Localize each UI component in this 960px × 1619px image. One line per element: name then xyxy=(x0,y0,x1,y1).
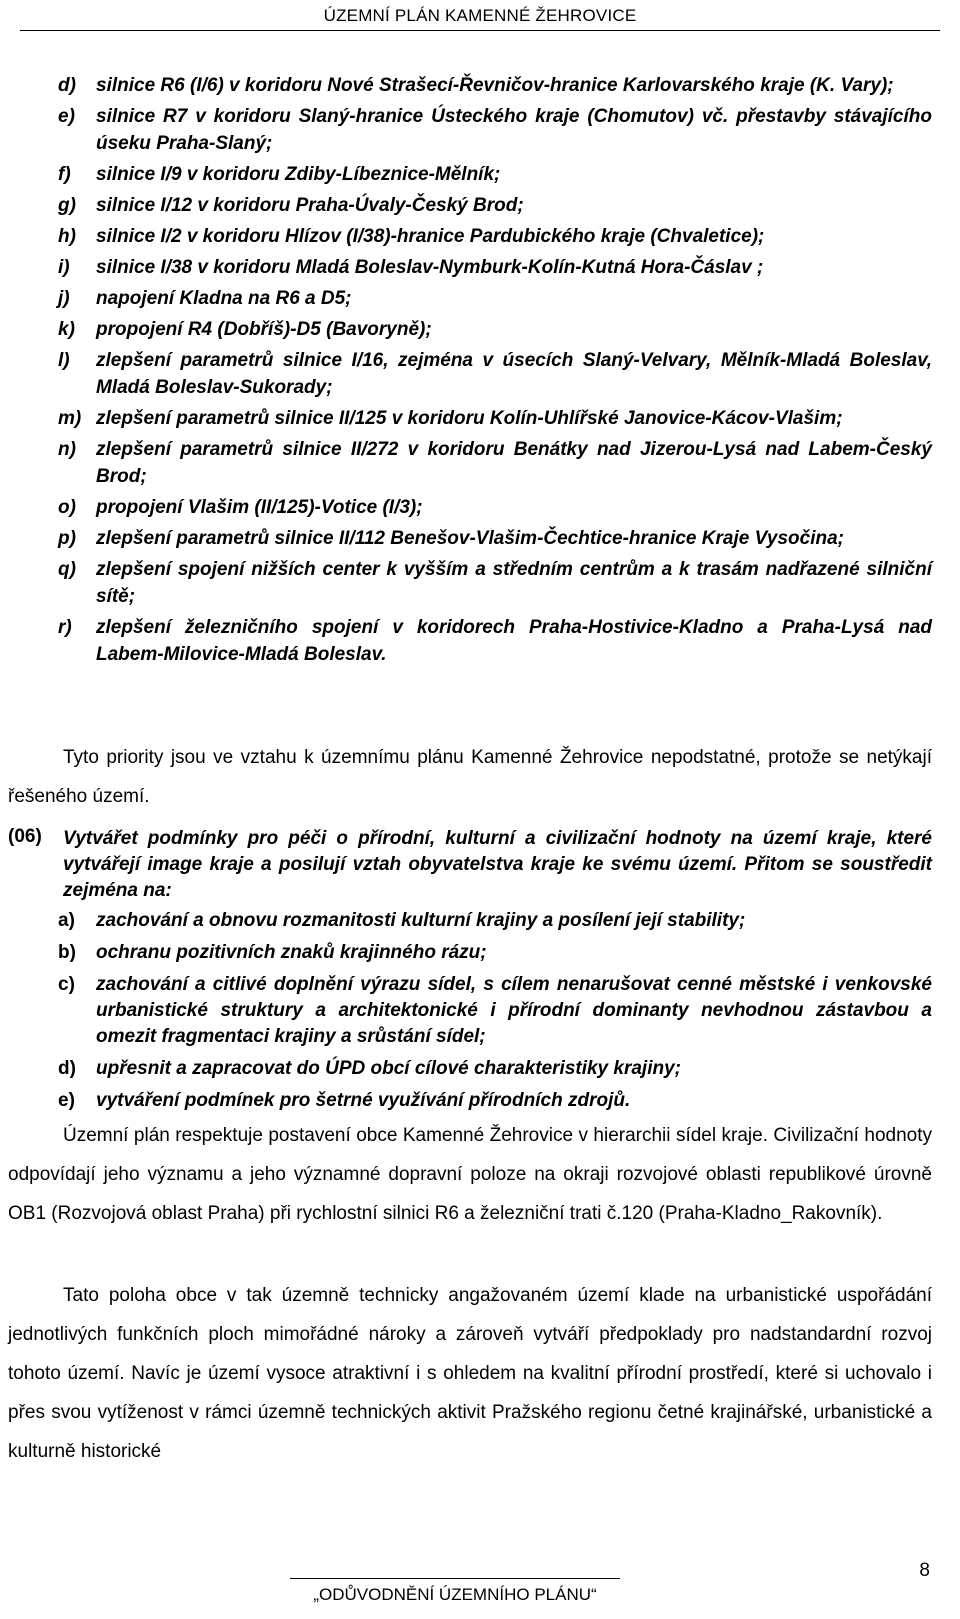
list-item-text: zachování a obnovu rozmanitosti kulturní krajiny a posílení její stability; xyxy=(96,910,746,931)
list-item xyxy=(8,285,932,312)
values-list xyxy=(8,908,932,1120)
page-footer: „ODŮVODNĚNÍ ÚZEMNÍHO PLÁNU“ xyxy=(290,1578,620,1605)
list-item xyxy=(8,614,932,668)
list-item-text: zlepšení parametrů silnice II/112 Benešov-Vlašim-Čechtice-hranice Kraje Vysočina; xyxy=(96,528,845,549)
list-marker: d) xyxy=(58,1058,76,1079)
list-item xyxy=(8,223,932,250)
list-item-text: ochranu pozitivních znaků krajinného rázu; xyxy=(96,942,487,963)
list-item xyxy=(8,436,932,490)
list-item-text: silnice I/9 v koridoru Zdiby-Líbeznice-Mělník; xyxy=(96,164,501,185)
list-item-text: propojení Vlašim (II/125)-Votice (I/3); xyxy=(96,497,423,518)
list-item-text: zlepšení parametrů silnice II/272 v koridoru Benátky nad Jizerou-Lysá nad Labem-Český Brod; xyxy=(96,439,932,487)
list-item-text: zlepšení parametrů silnice I/16, zejména v úsecích Slaný-Velvary, Mělník-Mladá Boleslav, Mladá Boleslav-Sukorady; xyxy=(96,350,932,398)
list-marker: d) xyxy=(58,75,76,96)
list-marker: q) xyxy=(58,559,76,580)
list-item xyxy=(8,908,932,934)
paragraph-text: Tyto priority jsou ve vztahu k územnímu plánu Kamenné Žehrovice nepodstatné, protože se netýkají řešeného území. xyxy=(8,747,932,807)
section-06 xyxy=(8,826,932,904)
list-marker: r) xyxy=(58,617,72,638)
list-marker: m) xyxy=(58,408,82,429)
list-item-text: propojení R4 (Dobříš)-D5 (Bavoryně); xyxy=(96,319,432,340)
list-item-text: zlepšení parametrů silnice II/125 v koridoru Kolín-Uhlířské Janovice-Kácov-Vlašim; xyxy=(96,408,843,429)
list-item xyxy=(8,161,932,188)
page-number: 8 xyxy=(919,1560,930,1581)
list-item-text: silnice R6 (I/6) v koridoru Nové Strašecí-Řevničov-hranice Karlovarského kraje (K. Vary); xyxy=(96,75,894,96)
list-marker: c) xyxy=(58,974,75,995)
section-number: (06) xyxy=(8,826,42,847)
list-item-text: silnice I/38 v koridoru Mladá Boleslav-Nymburk-Kolín-Kutná Hora-Čáslav ; xyxy=(96,257,764,278)
list-item-text: zlepšení železničního spojení v koridorech Praha-Hostivice-Kladno a Praha-Lysá nad Labem-Milovice-Mladá Boleslav. xyxy=(96,617,932,665)
paragraph-priorities xyxy=(8,738,932,816)
list-item xyxy=(8,347,932,401)
list-item-text: zachování a citlivé doplnění výrazu sídel, s cílem nenarušovat cenné městské i venkovské urbanistické struktury a architektonické i přírodní dominanty nevhodnou zástavbou a omezit fragmentaci krajiny a srůstání sídel; xyxy=(96,974,932,1047)
list-item-text: upřesnit a zapracovat do ÚPD obcí cílové charakteristiky krajiny; xyxy=(96,1058,681,1079)
list-marker: o) xyxy=(58,497,76,518)
list-item-text: zlepšení spojení nižších center k vyšším a středním centrům a k trasám nadřazené silniční sítě; xyxy=(96,559,932,607)
list-marker: j) xyxy=(58,288,70,309)
list-item xyxy=(8,556,932,610)
list-item-text: vytváření podmínek pro šetrné využívání přírodních zdrojů. xyxy=(96,1090,631,1111)
list-item xyxy=(8,494,932,521)
list-marker: a) xyxy=(58,910,75,931)
paragraph-text: Tato poloha obce v tak územně technicky angažovaném území klade na urbanistické uspořádání jednotlivých funkčních ploch mimořádné nároky a zároveň vytváří předpoklady pro nadstandardní rozvoj tohoto území. Navíc je území vysoce atraktivní i s ohledem na kvalitní přírodní prostředí, které si uchovalo i přes svou vytíženost v rámci územně technických aktivit Pražského regionu četné krajinářské, urbanistické a kulturně historické xyxy=(8,1285,932,1462)
list-item xyxy=(8,1088,932,1114)
list-item-text: silnice I/2 v koridoru Hlízov (I/38)-hranice Pardubického kraje (Chvaletice); xyxy=(96,226,765,247)
list-marker: g) xyxy=(58,195,76,216)
list-item xyxy=(8,405,932,432)
list-item xyxy=(8,192,932,219)
list-item xyxy=(8,1056,932,1082)
list-item xyxy=(8,316,932,343)
paragraph-text: Územní plán respektuje postavení obce Kamenné Žehrovice v hierarchii sídel kraje. Civilizační hodnoty odpovídají jeho významu a jeho významné dopravní poloze na okraji rozvojové oblasti republikové úrovně OB1 (Rozvojová oblast Praha) při rychlostní silnici R6 a železniční trati č.120 (Praha-Kladno_Rakovník). xyxy=(8,1125,932,1224)
list-marker: e) xyxy=(58,1090,75,1111)
paragraph-location xyxy=(8,1276,932,1471)
list-marker: h) xyxy=(58,226,76,247)
list-marker: n) xyxy=(58,439,76,460)
list-item xyxy=(8,972,932,1050)
paragraph-hierarchy xyxy=(8,1116,932,1233)
list-marker: f) xyxy=(58,164,71,185)
list-marker: i) xyxy=(58,257,70,278)
list-marker: e) xyxy=(58,106,75,127)
list-item xyxy=(8,254,932,281)
list-item-text: silnice R7 v koridoru Slaný-hranice Ústeckého kraje (Chomutov) vč. přestavby stávajícího úseku Praha-Slaný; xyxy=(96,106,932,154)
section-text: Vytvářet podmínky pro péči o přírodní, kulturní a civilizační hodnoty na území kraje, které vytvářejí image kraje a posilují vztah obyvatelstva kraje ke svému území. Přitom se soustředit zejména na: xyxy=(63,828,932,901)
list-item xyxy=(8,103,932,157)
list-item xyxy=(8,525,932,552)
list-marker: b) xyxy=(58,942,76,963)
list-marker: k) xyxy=(58,319,75,340)
list-item xyxy=(8,72,932,99)
list-item-text: silnice I/12 v koridoru Praha-Úvaly-Český Brod; xyxy=(96,195,524,216)
list-item xyxy=(8,940,932,966)
list-marker: l) xyxy=(58,350,70,371)
road-corridor-list xyxy=(8,72,932,672)
list-marker: p) xyxy=(58,528,76,549)
list-item-text: napojení Kladna na R6 a D5; xyxy=(96,288,352,309)
page-header: ÚZEMNÍ PLÁN KAMENNÉ ŽEHROVICE xyxy=(20,6,940,31)
